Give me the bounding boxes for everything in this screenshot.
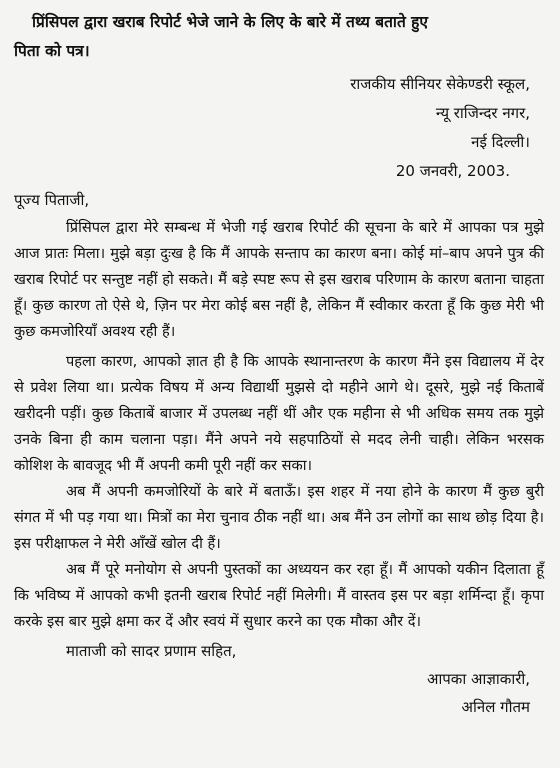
title-line-1: प्रिंसिपल द्वारा खराब रिपोर्ट भेजे जाने के लिए के बारे में तथ्य बताते हुए bbox=[32, 13, 428, 31]
paragraph-2: पहला कारण, आपको ज्ञात ही है कि आपके स्थानान्तरण के कारण मैंने इस विद्यालय में देर से प्रवेश लिया था। प्रत्येक विषय में अन्य विद्यार्थी मुझसे दो महीने आगे थे। दूसरे, मुझे नई किताबें खरीदनी पड़ीं। कुछ किताबें बाजार में उपलब्ध नहीं थीं और एक महीना से भी अधिक समय तक मुझे उनके बिना ही काम चलाना पड़ा। मैंने अपने नये सहपाठियों से मदद लेनी चाही। लेकिन भरसक कोशिश के बावजूद भी मैं अपनी कमी पूरी नहीं कर सका। bbox=[14, 353, 544, 474]
letter-date: 20 जनवरी, 2003. bbox=[395, 162, 510, 180]
closing-line: माताजी को सादर प्रणाम सहित, bbox=[66, 642, 237, 660]
address-line-1: राजकीय सीनियर सेकेण्डरी स्कूल, bbox=[350, 75, 530, 93]
address-line-2: न्यू राजिन्दर नगर, bbox=[435, 104, 530, 122]
paragraph-3: अब मैं अपनी कमजोरियों के बारे में बताऊँ। इस शहर में नया होने के कारण मैं कुछ बुरी संगत में भी पड़ गया था। मित्रों का मेरा चुनाव ठीक नहीं था। अब मैंने उन लोगों का साथ छोड़ दिया है। इस परीक्षाफल ने मेरी आँखें खोल दी हैं। bbox=[14, 483, 544, 552]
salutation: पूज्य पिताजी, bbox=[14, 191, 90, 209]
sender-name: अनिल गौतम bbox=[461, 698, 530, 716]
signoff-line-1: आपका आज्ञाकारी, bbox=[426, 670, 530, 688]
paragraph-1: प्रिंसिपल द्वारा मेरे सम्बन्ध में भेजी गई खराब रिपोर्ट की सूचना के बारे में आपका पत्र मुझे आज प्रातः मिला। मुझे बड़ा दुःख है कि मैं आपके सन्ताप का कारण बना। कोई मां–बाप अपने पुत्र की खराब रिपोर्ट पर सन्तुष्ट नहीं हो सकते। मैं बड़े स्पष्ट रूप से इस खराब परिणाम के कारण बताना चाहता हूँ। कुछ कारण तो ऐसे थे, ज़िन पर मेरा कोई बस नहीं है, लेकिन मैं स्वीकार करता हूँ कि कुछ मेरी भी कुछ कमजोरियाँ अवश्य रही हैं। bbox=[14, 219, 544, 340]
paragraph-4: अब मैं पूरे मनोयोग से अपनी पुस्तकों का अध्ययन कर रहा हूँ। मैं आपको यकीन दिलाता हूँ कि भविष्य में आपको कभी इतनी खराब रिपोर्ट नहीं मिलेगी। मैं वास्तव इस पर बड़ा शर्मिन्दा हूँ। कृपा करके इस बार मुझे क्षमा कर दें और स्वयं में सुधार करने का एक मौका और दें। bbox=[14, 561, 544, 630]
signoff bbox=[14, 665, 544, 721]
address-line-3: नई दिल्ली। bbox=[471, 133, 530, 151]
title-line-2: पिता को पत्र। bbox=[14, 42, 90, 60]
sender-address bbox=[14, 70, 544, 186]
letter-title bbox=[14, 8, 544, 66]
